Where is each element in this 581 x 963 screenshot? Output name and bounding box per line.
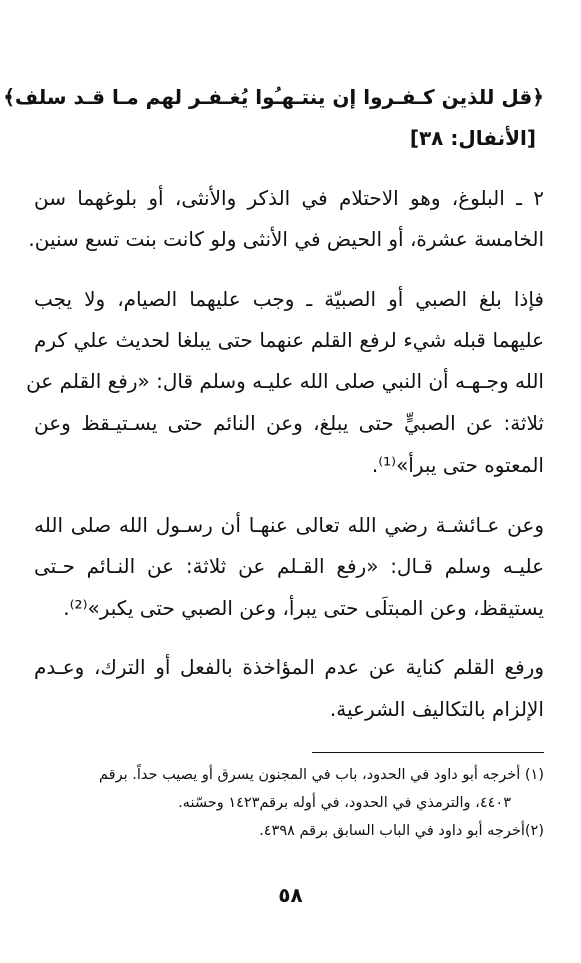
- paragraph-line: عليـه وسلم قـال: «رفع القـلم عن ثلاثة: عن النـائم حـتى: [34, 554, 544, 578]
- footnote-separator: [312, 752, 544, 753]
- verse-reference: [الأنفال: ٣٨]: [409, 126, 536, 150]
- footnote-line: ٤٤٠٣، والترمذي في الحدود، في أوله برقم١٤٢٣ وحسّنه.: [178, 795, 511, 811]
- paragraph-line: يستيقظ، وعن المبتلَى حتى يبرأ، وعن الصبي حتى يكبر»⁽²⁾.: [63, 596, 544, 620]
- paragraph-line: الإلزام بالتكاليف الشرعية.: [329, 697, 544, 721]
- paragraph-line: فإذا بلغ الصبي أو الصبيّة ـ وجب عليهما الصيام، ولا يجب: [34, 287, 544, 311]
- paragraph-line: وعن عـائشـة رضي الله تعالى عنهـا أن رسـول الله صلى الله: [34, 513, 544, 537]
- paragraph-line: ٢ ـ البلوغ، وهو الاحتلام في الذكر والأنثى، أو بلوغهما سن: [34, 186, 544, 210]
- footnote-line: (٢)أخرجه أبو داود في الباب السابق برقم ٤٣٩٨.: [259, 823, 544, 839]
- paragraph-line: ثلاثة: عن الصبيٍّ حتى يبلغ، وعن النائم حتى يسـتيـقظ وعن: [34, 411, 544, 435]
- paragraph-line: عليهما قبله شيء لرفع القلم عنهما حتى يبلغا لحديث علي كرم: [34, 328, 544, 352]
- paragraph-line: المعتوه حتى يبرأ»⁽¹⁾.: [371, 453, 544, 477]
- paragraph-line: ورفع القلم كناية عن عدم المؤاخذة بالفعل أو الترك، وعـدم: [34, 655, 544, 679]
- paragraph-line: الله وجـهـه أن النبي صلى الله عليـه وسلم قال: «رفع القلم عن: [26, 369, 544, 393]
- footnote-line: (١) أخرجه أبو داود في الحدود، باب في المجنون يسرق أو يصيب حداً. برقم: [99, 767, 544, 783]
- paragraph-line: الخامسة عشرة، أو الحيض في الأنثى ولو كانت بنت تسع سنين.: [28, 227, 544, 251]
- quran-verse-line: ﴿قل للذين كـفـروا إن ينتـهـُوا يُغـفـر لهم مـا قـد سلف﴾: [3, 85, 544, 109]
- page-number: ٥٨: [278, 883, 303, 907]
